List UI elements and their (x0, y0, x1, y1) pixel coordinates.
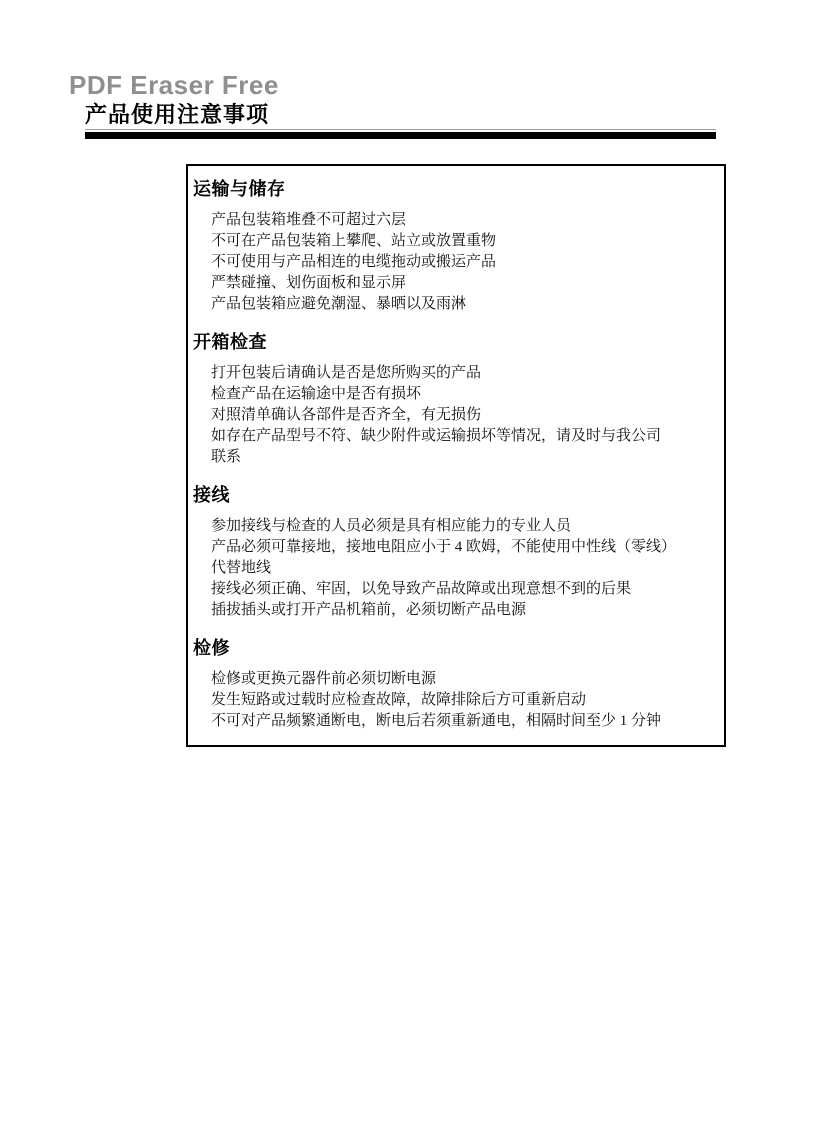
section-title-maintenance: 检修 (193, 638, 230, 658)
section-wiring (193, 484, 716, 621)
title-rule-hairline (85, 129, 716, 130)
notice-line: 如存在产品型号不符、缺少附件或运输损坏等情况，请及时与我公司 (211, 428, 662, 444)
notice-line: 检查产品在运输途中是否有损坏 (211, 386, 422, 402)
notice-line: 打开包装后请确认是否是您所购买的产品 (211, 365, 482, 381)
notice-line: 对照清单确认各部件是否齐全，有无损伤 (211, 407, 482, 423)
section-transport-storage (193, 178, 716, 315)
title-rule (85, 129, 716, 139)
notice-line: 接线必须正确、牢固，以免导致产品故障或出现意想不到的后果 (211, 581, 632, 597)
notice-line: 不可在产品包装箱上攀爬、站立或放置重物 (211, 233, 497, 249)
notice-line: 不可使用与产品相连的电缆拖动或搬运产品 (211, 254, 497, 270)
notice-line: 不可对产品频繁通断电，断电后若须重新通电，相隔时间至少 1 分钟 (211, 713, 662, 729)
notice-line: 检修或更换元器件前必须切断电源 (211, 671, 437, 687)
notice-line: 代替地线 (211, 560, 272, 576)
section-title-wiring: 接线 (193, 485, 230, 505)
notice-line: 产品包装箱应避免潮湿、暴晒以及雨淋 (211, 296, 467, 312)
section-title-unboxing-inspection: 开箱检查 (193, 332, 267, 352)
notice-line: 产品必须可靠接地，接地电阻应小于 4 欧姆，不能使用中性线（零线） (211, 539, 677, 555)
section-title-transport-storage: 运输与储存 (193, 179, 286, 199)
section-unboxing-inspection (193, 331, 716, 468)
title-rule-bar (85, 132, 716, 139)
section-maintenance (193, 637, 716, 732)
notice-line: 插拔插头或打开产品机箱前，必须切断产品电源 (211, 602, 527, 618)
pdf-eraser-watermark: PDF Eraser Free (69, 70, 279, 100)
notice-line: 联系 (211, 449, 242, 465)
notice-line: 严禁碰撞、划伤面板和显示屏 (211, 275, 407, 291)
notice-line: 发生短路或过载时应检查故障，故障排除后方可重新启动 (211, 692, 587, 708)
page-title: 产品使用注意事项 (85, 102, 270, 127)
notice-line: 产品包装箱堆叠不可超过六层 (211, 212, 407, 228)
notice-line: 参加接线与检查的人员必须是具有相应能力的专业人员 (211, 518, 572, 534)
notice-box (186, 164, 726, 747)
